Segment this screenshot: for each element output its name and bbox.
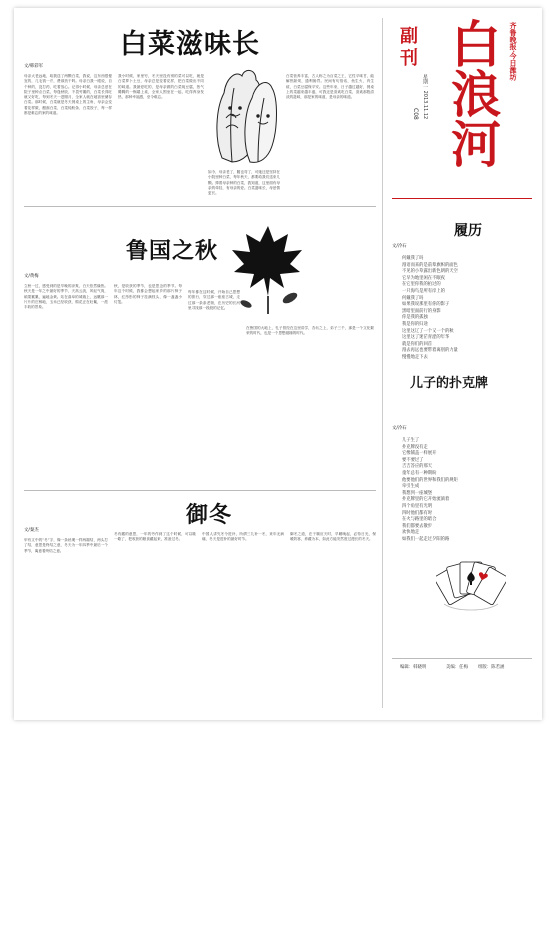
poem-line: 慢慢地走下去: [402, 354, 428, 360]
poem-line: 在它里你我的拍过的: [402, 282, 441, 288]
poem-line: 我们都要去散步: [402, 523, 433, 529]
masthead-title: 白浪河: [443, 18, 502, 168]
poem-line: 四时他们都有时: [402, 510, 433, 516]
poem-line: 它早为地里闲在不眠夜: [402, 275, 445, 281]
article-body-yudong-col1: 甲有文中的“冬”字，像一条丝绳一样两端结，两头打了结，意思是终结之意，冬天为一年四季中最后一个季节，寓意着终结之意。: [24, 538, 108, 553]
article-headline-luguo: 鲁国之秋: [126, 239, 219, 264]
divider-vertical: [382, 18, 383, 708]
playing-cards-illustration: [436, 556, 506, 616]
poem-line: 如我们一起走过夕阳的路: [402, 536, 450, 542]
poem-line: 我想到一座城堡: [402, 490, 433, 496]
maple-leaf-illustration: [232, 222, 306, 318]
article-byline-luguo: 文/黄梅: [24, 274, 39, 279]
poem-title-puke: 儿子的扑克牌: [410, 376, 489, 391]
article-byline-yudong: 文/秦杰: [24, 528, 39, 533]
cabbage-icon: [212, 58, 282, 168]
article-body-baicai-col4: 如今，母亲老了，腰也弯了，可她还是坚持在小院里种白菜，每年秋天，都要给我们送来几颗。捧着母亲种的白菜，我知道，这里面有母亲的牵挂，有母亲的爱。白菜滋味长，母爱情更长。: [208, 170, 280, 196]
poem-line: 儿子生了: [402, 438, 420, 443]
poem-line: 扑克牌里的它开始流淌着: [402, 497, 450, 503]
masthead-date: 星期一 2013.11.12: [422, 74, 428, 120]
poem-line: 扑克牌没有走: [402, 444, 428, 450]
masthead-underline: [392, 198, 532, 199]
article-body-yudong-col3: 中国人讲究冬令进补，所谓三九补一冬，来年无病痛，冬天是进补的最好时节。: [202, 532, 284, 542]
poem-line: 不见的小草露出新色朗的天空: [402, 269, 458, 275]
poem-line: 漫去再远也要带着离别的力量: [402, 348, 458, 354]
article-body-yudong-col2: 冬有藏的意思，一年的劳作到了这个时候，可以歇一歇了，把收获的粮食藏起来，准备过冬。: [114, 532, 196, 542]
poem-line: 这里这辽了一个又一个的秋: [402, 328, 454, 334]
footer-proofreader: 组版：陈若涵: [478, 665, 505, 670]
poem-line: 我是你的归途: [402, 321, 428, 327]
masthead-section: 副刊: [400, 26, 418, 69]
article-headline-baicai: 白菜滋味长: [120, 29, 260, 60]
poem-line: 在火与路里的暗合: [402, 517, 437, 523]
poem-byline-lvli: 文/冷石: [392, 244, 407, 249]
footer-editor: 编辑：韩晓明: [400, 665, 427, 670]
article-body-yudong-col4: 御冬之道，在于顺应天时，早睡晚起，必待日光，保暖防寒，养藏为本，如此方能安然度过漫长的冬天。: [290, 532, 376, 542]
poem-line: 黑暗里面前行的身影: [402, 308, 441, 314]
footer-designer: 美编：任梅: [446, 665, 468, 670]
poem-line: 漫语而来的是前辈旗帜的面色: [402, 262, 458, 268]
article-headline-yudong: 御冬: [186, 503, 233, 528]
poem-line: 一只海鸟是所有岸上的: [402, 288, 445, 294]
article-body-baicai-col2: 我小时候，家里穷，冬天里没有别的菜可以吃，就是白菜萝卜土豆，母亲总是变着花样，把白菜做出不同的味道。我最爱吃的，是母亲做的白菜炖豆腐，热气腾腾的一锅端上桌，全家人围坐在一起，吃得浑身发热，那种幸福感，至今难忘。: [118, 74, 204, 100]
article-byline-baicai: 文/韩彩军: [24, 64, 44, 69]
playing-cards-icon: [436, 556, 506, 616]
poem-line: 就是你们的回首: [402, 341, 433, 347]
article-body-baicai-col3: 白菜营养丰富，古人称之为百菜之王，它性平味甘，能解热除烦，通利肠胃。民间有句俗话，鱼生火，肉生痰，白菜豆腐保平安。这些年来，日子越过越好，餐桌上的菜越来越丰盛，可我还是喜欢吃白菜，喜欢那股清淡的滋味，那是家的味道，是母亲的味道。: [286, 74, 374, 100]
poem-line: 牵引生成: [402, 484, 420, 490]
article-body-luguo-col4: 在鲁国的大地上，孔子曾经在这里讲学，杏坛之上，弟子三千，那是一个文化繁荣的时代，也是一个思想碰撞的时代。: [246, 326, 374, 336]
cabbage-illustration: [212, 58, 282, 168]
masthead-page-code: C08: [412, 108, 419, 120]
poem-byline-puke: 文/冷石: [392, 426, 407, 431]
article-body-baicai-col1: 母亲大老远地，给我送了两颗白菜，我说，这东西很便宜的，几毛钱一斤，费那劲干吗。母亲白我一眼说，自个种的，没打药，吃着放心。记得小时候，母亲总爱在院子里种点白菜，每逢秋收，不畏劳累的，白菜长得旺就又好吃，每到冬天一进腊月，全家人就在地窖里储存白菜。那时候，白菜就是冬天餐桌上的主角，母亲会变着花样做，醋溜白菜、白菜炖粉条、白菜饺子，每一样都是难忘的家的味道。: [24, 74, 112, 116]
divider-horizontal-2: [24, 490, 376, 491]
poem-line: 要不要过了: [402, 457, 424, 463]
article-body-luguo-col3: 每年都在这时候，开始自己思想的旅行，穿过那一座座古城，走过那一条条老街，在历史的长河里寻找那一段段的记忆。: [188, 290, 240, 310]
poem-line: 它像铺盖一样展开: [402, 451, 437, 457]
poem-lines-puke: [402, 438, 532, 544]
poem-line: 何戴我了吗: [402, 256, 424, 261]
poem-line: 他要他们的世界和我们的规矩: [402, 477, 458, 483]
poem-line: 童年总有一种期盼: [402, 470, 437, 476]
divider-horizontal-1: [24, 206, 376, 207]
poem-lines-lvli: [402, 256, 532, 362]
newspaper-page: [14, 8, 542, 720]
masthead-paper-logo: 齐鲁晚报·今日潍坊: [509, 22, 518, 81]
poem-line: 何戴我了吗: [402, 295, 424, 301]
poem-line: 这里这了迷茫青涩的年华: [402, 335, 450, 341]
poem-line: 吉吉答应的那天: [402, 464, 433, 470]
article-body-luguo-col2: 秋，是收获的季节，也是思念的季节。每年这个时候，我都会想起家乡的那片柿子林，红彤彤的柿子挂满枝头，像一盏盏小灯笼。: [114, 284, 182, 304]
footer-rule: [392, 658, 532, 659]
maple-leaf-icon: [232, 222, 306, 318]
poem-line: 四个角里有光明: [402, 503, 433, 509]
poem-line: 如果我说那里有你的影子: [402, 302, 450, 308]
poem-line: 欢快地走: [402, 530, 420, 536]
poem-line: 你是我的孤独: [402, 315, 428, 321]
poem-title-lvli: 履历: [454, 223, 482, 239]
article-body-luguo-col1: 立秋一过，感受到的是早晚的凉爽，白天依然燥热。秋天是一年之中最好的季节，天高云淡，风轻气爽，硕果累累，遍地金黄。站在曲阜的城墙上，远眺那一片片的庄稼地，玉米已经收获，棉花正在吐絮，一派丰收的景象。: [24, 284, 108, 310]
